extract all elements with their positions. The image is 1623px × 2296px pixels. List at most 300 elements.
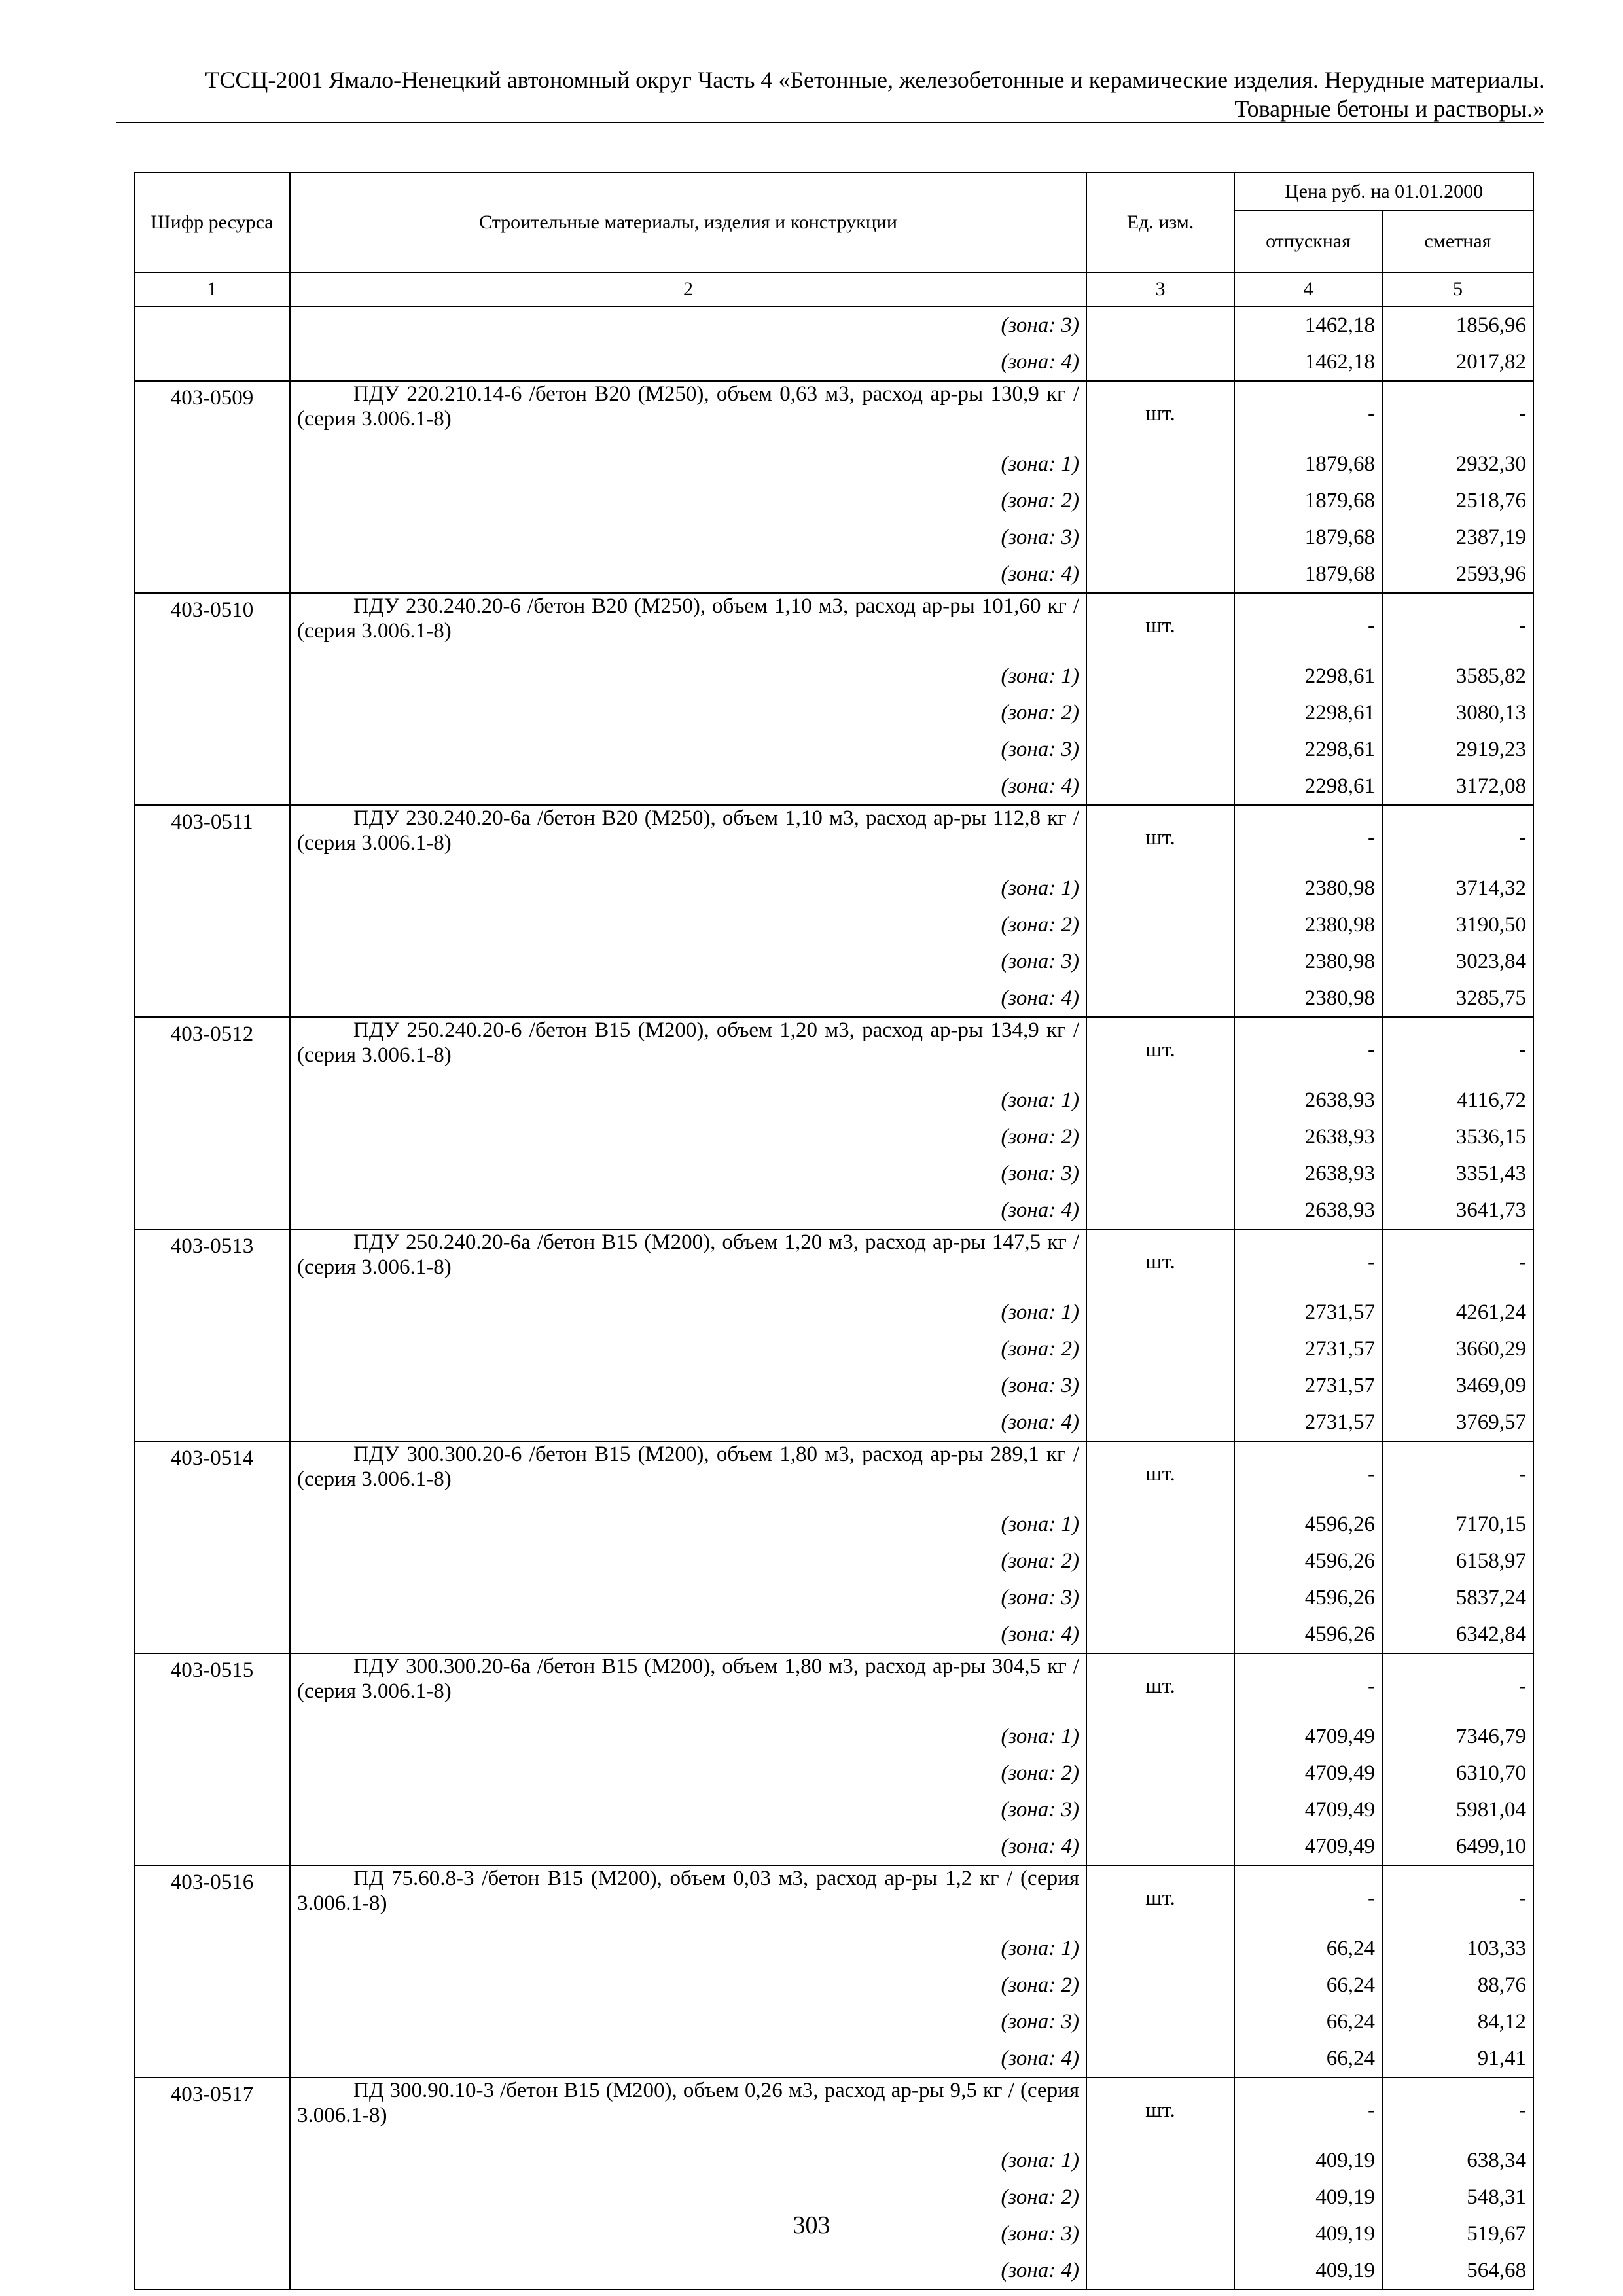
zone-label: (зона: 3) — [290, 306, 1086, 344]
release-price: - — [1234, 2077, 1382, 2142]
estimate-price: - — [1382, 1017, 1533, 1082]
estimate-price: 6158,97 — [1382, 1543, 1533, 1579]
release-price: 4596,26 — [1234, 1579, 1382, 1616]
estimate-price: 3536,15 — [1382, 1119, 1533, 1155]
resource-description: ПД 75.60.8-3 /бетон В15 (М200), объем 0,03 м3, расход ар-ры 1,2 кг / (серия 3.006.1-8) — [290, 1865, 1086, 1930]
zone-row — [134, 658, 1533, 694]
resource-description: ПДУ 300.300.20-6а /бетон В15 (М200), объем 1,80 м3, расход ар-ры 304,5 кг / (серия 3.006.1-8) — [290, 1653, 1086, 1718]
header-release-price: отпускная — [1234, 211, 1382, 272]
release-price: 2298,61 — [1234, 731, 1382, 768]
unit-cell — [1086, 1119, 1234, 1155]
estimate-price: 3190,50 — [1382, 906, 1533, 943]
zone-row — [134, 2040, 1533, 2077]
zone-label: (зона: 1) — [290, 1930, 1086, 1967]
unit-cell — [1086, 1718, 1234, 1755]
zone-label: (зона: 4) — [290, 1192, 1086, 1229]
estimate-price: - — [1382, 1441, 1533, 1506]
resource-code-cell — [134, 906, 290, 943]
unit-cell — [1086, 446, 1234, 482]
header-price: Цена руб. на 01.01.2000 — [1234, 173, 1533, 211]
zone-row — [134, 731, 1533, 768]
release-price: 1879,68 — [1234, 446, 1382, 482]
estimate-price: - — [1382, 381, 1533, 446]
estimate-price: - — [1382, 805, 1533, 870]
resource-code: 403-0516 — [134, 1865, 290, 1930]
zone-label: (зона: 1) — [290, 658, 1086, 694]
zone-row — [134, 1506, 1533, 1543]
zone-label: (зона: 2) — [290, 1755, 1086, 1791]
header-code: Шифр ресурса — [134, 173, 290, 272]
continuation-rows — [134, 306, 1533, 381]
resource-code-cell — [134, 1616, 290, 1653]
resource-group — [134, 381, 1533, 593]
zone-row — [134, 1967, 1533, 2003]
resource-group — [134, 593, 1533, 805]
zone-row — [134, 980, 1533, 1017]
estimate-price: 2518,76 — [1382, 482, 1533, 519]
release-price: 2380,98 — [1234, 943, 1382, 980]
unit-cell — [1086, 870, 1234, 906]
running-header — [116, 65, 1544, 123]
unit-cell — [1086, 658, 1234, 694]
estimate-price: 84,12 — [1382, 2003, 1533, 2040]
zone-row — [134, 906, 1533, 943]
release-price: - — [1234, 1441, 1382, 1506]
resource-description: ПДУ 250.240.20-6а /бетон В15 (М200), объем 1,20 м3, расход ар-ры 147,5 кг / (серия 3.006.1-8) — [290, 1229, 1086, 1294]
unit-cell — [1086, 1506, 1234, 1543]
resource-code-cell — [134, 1331, 290, 1367]
resource-row — [134, 1865, 1533, 1930]
estimate-price: 519,67 — [1382, 2215, 1533, 2252]
release-price: 66,24 — [1234, 1930, 1382, 1967]
release-price: 4596,26 — [1234, 1616, 1382, 1653]
zone-label: (зона: 4) — [290, 1404, 1086, 1441]
estimate-price: 6342,84 — [1382, 1616, 1533, 1653]
unit-cell — [1086, 1331, 1234, 1367]
zone-row — [134, 482, 1533, 519]
resource-row — [134, 593, 1533, 658]
unit-of-measure: шт. — [1086, 2077, 1234, 2142]
zone-row — [134, 694, 1533, 731]
resource-code: 403-0509 — [134, 381, 290, 446]
header-estimate-price: сметная — [1382, 211, 1533, 272]
release-price: 2298,61 — [1234, 658, 1382, 694]
release-price: 409,19 — [1234, 2215, 1382, 2252]
resource-code-cell — [134, 1543, 290, 1579]
zone-row — [134, 1119, 1533, 1155]
zone-row — [134, 446, 1533, 482]
zone-row — [134, 2252, 1533, 2289]
resource-row — [134, 1653, 1533, 1718]
resource-description: ПДУ 250.240.20-6 /бетон В15 (М200), объем 1,20 м3, расход ар-ры 134,9 кг / (серия 3.006.1-8) — [290, 1017, 1086, 1082]
estimate-price: 3641,73 — [1382, 1192, 1533, 1229]
estimate-price: 5981,04 — [1382, 1791, 1533, 1828]
page-number: 303 — [793, 2212, 830, 2239]
resource-code-cell — [134, 1791, 290, 1828]
estimate-price: 88,76 — [1382, 1967, 1533, 2003]
zone-label: (зона: 3) — [290, 1155, 1086, 1192]
resource-code-cell — [134, 694, 290, 731]
resource-code-cell — [134, 1930, 290, 1967]
release-price: 409,19 — [1234, 2179, 1382, 2215]
zone-label: (зона: 2) — [290, 1543, 1086, 1579]
unit-of-measure: шт. — [1086, 381, 1234, 446]
resource-code-cell — [134, 2252, 290, 2289]
zone-label: (зона: 1) — [290, 1718, 1086, 1755]
estimate-price: 2932,30 — [1382, 446, 1533, 482]
resource-code-cell — [134, 870, 290, 906]
estimate-price: 3023,84 — [1382, 943, 1533, 980]
unit-cell — [1086, 1579, 1234, 1616]
zone-label: (зона: 4) — [290, 1828, 1086, 1865]
resource-code-cell — [134, 1828, 290, 1865]
zone-row — [134, 1367, 1533, 1404]
resource-group — [134, 805, 1533, 1017]
zone-label: (зона: 4) — [290, 344, 1086, 381]
estimate-price: - — [1382, 1653, 1533, 1718]
resource-code-cell — [134, 1082, 290, 1119]
release-price: 1462,18 — [1234, 306, 1382, 344]
zone-row — [134, 2179, 1533, 2215]
resource-code-cell — [134, 482, 290, 519]
resource-code-cell — [134, 1155, 290, 1192]
estimate-price: 1856,96 — [1382, 306, 1533, 344]
resource-row — [134, 381, 1533, 446]
resource-code-cell — [134, 306, 290, 344]
unit-cell — [1086, 1294, 1234, 1331]
column-number: 5 — [1382, 272, 1533, 306]
zone-label: (зона: 2) — [290, 482, 1086, 519]
zone-row — [134, 943, 1533, 980]
resource-code-cell — [134, 344, 290, 381]
unit-cell — [1086, 2142, 1234, 2179]
unit-cell — [1086, 1967, 1234, 2003]
estimate-price: 3172,08 — [1382, 768, 1533, 805]
unit-cell — [1086, 1155, 1234, 1192]
resource-code: 403-0512 — [134, 1017, 290, 1082]
resource-code-cell — [134, 519, 290, 556]
zone-row — [134, 1331, 1533, 1367]
zone-label: (зона: 2) — [290, 1331, 1086, 1367]
zone-label: (зона: 1) — [290, 870, 1086, 906]
estimate-price: 3714,32 — [1382, 870, 1533, 906]
release-price: 1879,68 — [1234, 556, 1382, 593]
zone-label: (зона: 1) — [290, 1506, 1086, 1543]
estimate-price: 7170,15 — [1382, 1506, 1533, 1543]
unit-cell — [1086, 2040, 1234, 2077]
unit-of-measure: шт. — [1086, 1017, 1234, 1082]
resource-row — [134, 2077, 1533, 2142]
unit-cell — [1086, 1543, 1234, 1579]
zone-row — [134, 1155, 1533, 1192]
zone-label: (зона: 3) — [290, 2215, 1086, 2252]
release-price: 2380,98 — [1234, 906, 1382, 943]
release-price: 2638,93 — [1234, 1082, 1382, 1119]
estimate-price: 3469,09 — [1382, 1367, 1533, 1404]
unit-cell — [1086, 906, 1234, 943]
zone-label: (зона: 3) — [290, 519, 1086, 556]
unit-of-measure: шт. — [1086, 1865, 1234, 1930]
estimate-price: - — [1382, 1865, 1533, 1930]
release-price: 4709,49 — [1234, 1791, 1382, 1828]
zone-label: (зона: 4) — [290, 980, 1086, 1017]
resource-code-cell — [134, 768, 290, 805]
zone-label: (зона: 3) — [290, 1367, 1086, 1404]
estimate-price: 4261,24 — [1382, 1294, 1533, 1331]
estimate-price: 2017,82 — [1382, 344, 1533, 381]
resource-code-cell — [134, 1967, 290, 2003]
zone-label: (зона: 1) — [290, 446, 1086, 482]
resource-code-cell — [134, 1506, 290, 1543]
zone-row — [134, 1192, 1533, 1229]
zone-label: (зона: 3) — [290, 731, 1086, 768]
release-price: 2638,93 — [1234, 1155, 1382, 1192]
zone-row — [134, 2142, 1533, 2179]
zone-label: (зона: 4) — [290, 1616, 1086, 1653]
zone-row — [134, 1718, 1533, 1755]
release-price: 2298,61 — [1234, 694, 1382, 731]
estimate-price: 3585,82 — [1382, 658, 1533, 694]
estimate-price: 564,68 — [1382, 2252, 1533, 2289]
unit-cell — [1086, 556, 1234, 593]
release-price: 2638,93 — [1234, 1192, 1382, 1229]
resource-description: ПДУ 220.210.14-6 /бетон В20 (М250), объем 0,63 м3, расход ар-ры 130,9 кг / (серия 3.006.1-8) — [290, 381, 1086, 446]
resource-code: 403-0515 — [134, 1653, 290, 1718]
zone-row — [134, 768, 1533, 805]
release-price: - — [1234, 805, 1382, 870]
zone-label: (зона: 3) — [290, 1579, 1086, 1616]
estimate-price: 91,41 — [1382, 2040, 1533, 2077]
resource-code-cell — [134, 556, 290, 593]
unit-cell — [1086, 2252, 1234, 2289]
price-table-container — [134, 172, 1533, 2290]
resource-description: ПДУ 230.240.20-6а /бетон В20 (М250), объем 1,10 м3, расход ар-ры 112,8 кг / (серия 3.006.1-8) — [290, 805, 1086, 870]
zone-row — [134, 1930, 1533, 1967]
estimate-price: 5837,24 — [1382, 1579, 1533, 1616]
release-price: 2380,98 — [1234, 870, 1382, 906]
release-price: 2731,57 — [1234, 1367, 1382, 1404]
release-price: 4709,49 — [1234, 1718, 1382, 1755]
header-line-1: ТССЦ-2001 Ямало-Ненецкий автономный округ Часть 4 «Бетонные, железобетонные и керамические изделия. Нерудные материалы. — [205, 67, 1544, 93]
unit-cell — [1086, 2179, 1234, 2215]
estimate-price: 6310,70 — [1382, 1755, 1533, 1791]
unit-cell — [1086, 1082, 1234, 1119]
column-number: 4 — [1234, 272, 1382, 306]
unit-cell — [1086, 731, 1234, 768]
zone-row — [134, 1543, 1533, 1579]
resource-code: 403-0513 — [134, 1229, 290, 1294]
header-unit: Ед. изм. — [1086, 173, 1234, 272]
resource-row — [134, 1017, 1533, 1082]
release-price: 1879,68 — [1234, 519, 1382, 556]
zone-label: (зона: 4) — [290, 556, 1086, 593]
estimate-price: 2919,23 — [1382, 731, 1533, 768]
release-price: - — [1234, 1865, 1382, 1930]
resource-row — [134, 805, 1533, 870]
zone-label: (зона: 1) — [290, 1294, 1086, 1331]
resource-code-cell — [134, 2142, 290, 2179]
unit-cell — [1086, 1367, 1234, 1404]
zone-label: (зона: 1) — [290, 2142, 1086, 2179]
estimate-price: 6499,10 — [1382, 1828, 1533, 1865]
release-price: - — [1234, 381, 1382, 446]
zone-label: (зона: 4) — [290, 768, 1086, 805]
resource-row — [134, 1441, 1533, 1506]
resource-code-cell — [134, 1192, 290, 1229]
resource-code-cell — [134, 731, 290, 768]
resource-code-cell — [134, 2003, 290, 2040]
estimate-price: 548,31 — [1382, 2179, 1533, 2215]
resource-code: 403-0514 — [134, 1441, 290, 1506]
resource-code-cell — [134, 2179, 290, 2215]
zone-row — [134, 1755, 1533, 1791]
resource-group — [134, 1441, 1533, 1653]
release-price: - — [1234, 1229, 1382, 1294]
resource-description: ПД 300.90.10-3 /бетон В15 (М200), объем 0,26 м3, расход ар-ры 9,5 кг / (серия 3.006.1-8) — [290, 2077, 1086, 2142]
table-header — [134, 173, 1533, 306]
zone-label: (зона: 2) — [290, 694, 1086, 731]
unit-cell — [1086, 1828, 1234, 1865]
resource-row — [134, 1229, 1533, 1294]
estimate-price: 3769,57 — [1382, 1404, 1533, 1441]
zone-row — [134, 2003, 1533, 2040]
resource-code-cell — [134, 658, 290, 694]
estimate-price: 103,33 — [1382, 1930, 1533, 1967]
estimate-price: 638,34 — [1382, 2142, 1533, 2179]
zone-row — [134, 1294, 1533, 1331]
zone-row — [134, 870, 1533, 906]
zone-row — [134, 306, 1533, 344]
resource-code-cell — [134, 1755, 290, 1791]
release-price: 1879,68 — [1234, 482, 1382, 519]
unit-cell — [1086, 694, 1234, 731]
unit-cell — [1086, 2003, 1234, 2040]
estimate-price: 3660,29 — [1382, 1331, 1533, 1367]
unit-cell — [1086, 519, 1234, 556]
resource-code-cell — [134, 1367, 290, 1404]
unit-of-measure: шт. — [1086, 593, 1234, 658]
resource-code-cell — [134, 980, 290, 1017]
zone-label: (зона: 3) — [290, 1791, 1086, 1828]
release-price: 2380,98 — [1234, 980, 1382, 1017]
zone-row — [134, 519, 1533, 556]
zone-label: (зона: 2) — [290, 906, 1086, 943]
resource-code-cell — [134, 1579, 290, 1616]
release-price: 2731,57 — [1234, 1331, 1382, 1367]
unit-of-measure: шт. — [1086, 1229, 1234, 1294]
resource-group — [134, 1017, 1533, 1229]
release-price: - — [1234, 593, 1382, 658]
resource-group — [134, 1229, 1533, 1441]
estimate-price: 7346,79 — [1382, 1718, 1533, 1755]
zone-row — [134, 1828, 1533, 1865]
unit-cell — [1086, 306, 1234, 344]
zone-row — [134, 1579, 1533, 1616]
release-price: 4596,26 — [1234, 1506, 1382, 1543]
zone-label: (зона: 2) — [290, 1119, 1086, 1155]
resource-code-cell — [134, 1119, 290, 1155]
column-number: 3 — [1086, 272, 1234, 306]
unit-cell — [1086, 1930, 1234, 1967]
resource-group — [134, 1865, 1533, 2077]
release-price: 4596,26 — [1234, 1543, 1382, 1579]
release-price: 2731,57 — [1234, 1294, 1382, 1331]
header-line-2: Товарные бетоны и растворы.» — [1234, 96, 1544, 122]
column-number: 2 — [290, 272, 1086, 306]
resource-code-cell — [134, 943, 290, 980]
unit-cell — [1086, 980, 1234, 1017]
release-price: 1462,18 — [1234, 344, 1382, 381]
unit-of-measure: шт. — [1086, 805, 1234, 870]
resource-group — [134, 2077, 1533, 2289]
zone-row — [134, 1791, 1533, 1828]
zone-row — [134, 1616, 1533, 1653]
unit-cell — [1086, 1404, 1234, 1441]
resource-code-cell — [134, 2040, 290, 2077]
estimate-price: 3351,43 — [1382, 1155, 1533, 1192]
unit-cell — [1086, 768, 1234, 805]
resource-description: ПДУ 300.300.20-6 /бетон В15 (М200), объем 1,80 м3, расход ар-ры 289,1 кг / (серия 3.006.1-8) — [290, 1441, 1086, 1506]
zone-label: (зона: 3) — [290, 943, 1086, 980]
resource-code: 403-0511 — [134, 805, 290, 870]
zone-row — [134, 1082, 1533, 1119]
resource-code-cell — [134, 446, 290, 482]
column-number: 1 — [134, 272, 290, 306]
estimate-price: 3285,75 — [1382, 980, 1533, 1017]
zone-label: (зона: 4) — [290, 2040, 1086, 2077]
release-price: - — [1234, 1653, 1382, 1718]
resource-code-cell — [134, 1718, 290, 1755]
zone-label: (зона: 4) — [290, 2252, 1086, 2289]
resource-code-cell — [134, 1404, 290, 1441]
estimate-price: 4116,72 — [1382, 1082, 1533, 1119]
resource-group — [134, 1653, 1533, 1865]
unit-cell — [1086, 1791, 1234, 1828]
unit-of-measure: шт. — [1086, 1441, 1234, 1506]
resource-code: 403-0517 — [134, 2077, 290, 2142]
release-price: 2638,93 — [1234, 1119, 1382, 1155]
estimate-price: 2387,19 — [1382, 519, 1533, 556]
zone-label: (зона: 2) — [290, 2179, 1086, 2215]
release-price: 2731,57 — [1234, 1404, 1382, 1441]
unit-cell — [1086, 344, 1234, 381]
estimate-price: - — [1382, 1229, 1533, 1294]
unit-of-measure: шт. — [1086, 1653, 1234, 1718]
zone-row — [134, 556, 1533, 593]
release-price: 4709,49 — [1234, 1828, 1382, 1865]
release-price: 66,24 — [1234, 1967, 1382, 2003]
release-price: 4709,49 — [1234, 1755, 1382, 1791]
header-name: Строительные материалы, изделия и конструкции — [290, 173, 1086, 272]
unit-cell — [1086, 1755, 1234, 1791]
zone-row — [134, 1404, 1533, 1441]
release-price: 409,19 — [1234, 2142, 1382, 2179]
unit-cell — [1086, 943, 1234, 980]
estimate-price: - — [1382, 593, 1533, 658]
release-price: 66,24 — [1234, 2003, 1382, 2040]
header-divider — [116, 122, 1544, 123]
resource-code: 403-0510 — [134, 593, 290, 658]
price-table — [134, 172, 1534, 2290]
estimate-price: 2593,96 — [1382, 556, 1533, 593]
resource-description: ПДУ 230.240.20-6 /бетон В20 (М250), объем 1,10 м3, расход ар-ры 101,60 кг / (серия 3.006.1-8) — [290, 593, 1086, 658]
estimate-price: - — [1382, 2077, 1533, 2142]
zone-row — [134, 344, 1533, 381]
unit-cell — [1086, 1616, 1234, 1653]
release-price: 2298,61 — [1234, 768, 1382, 805]
zone-label: (зона: 1) — [290, 1082, 1086, 1119]
release-price: 409,19 — [1234, 2252, 1382, 2289]
